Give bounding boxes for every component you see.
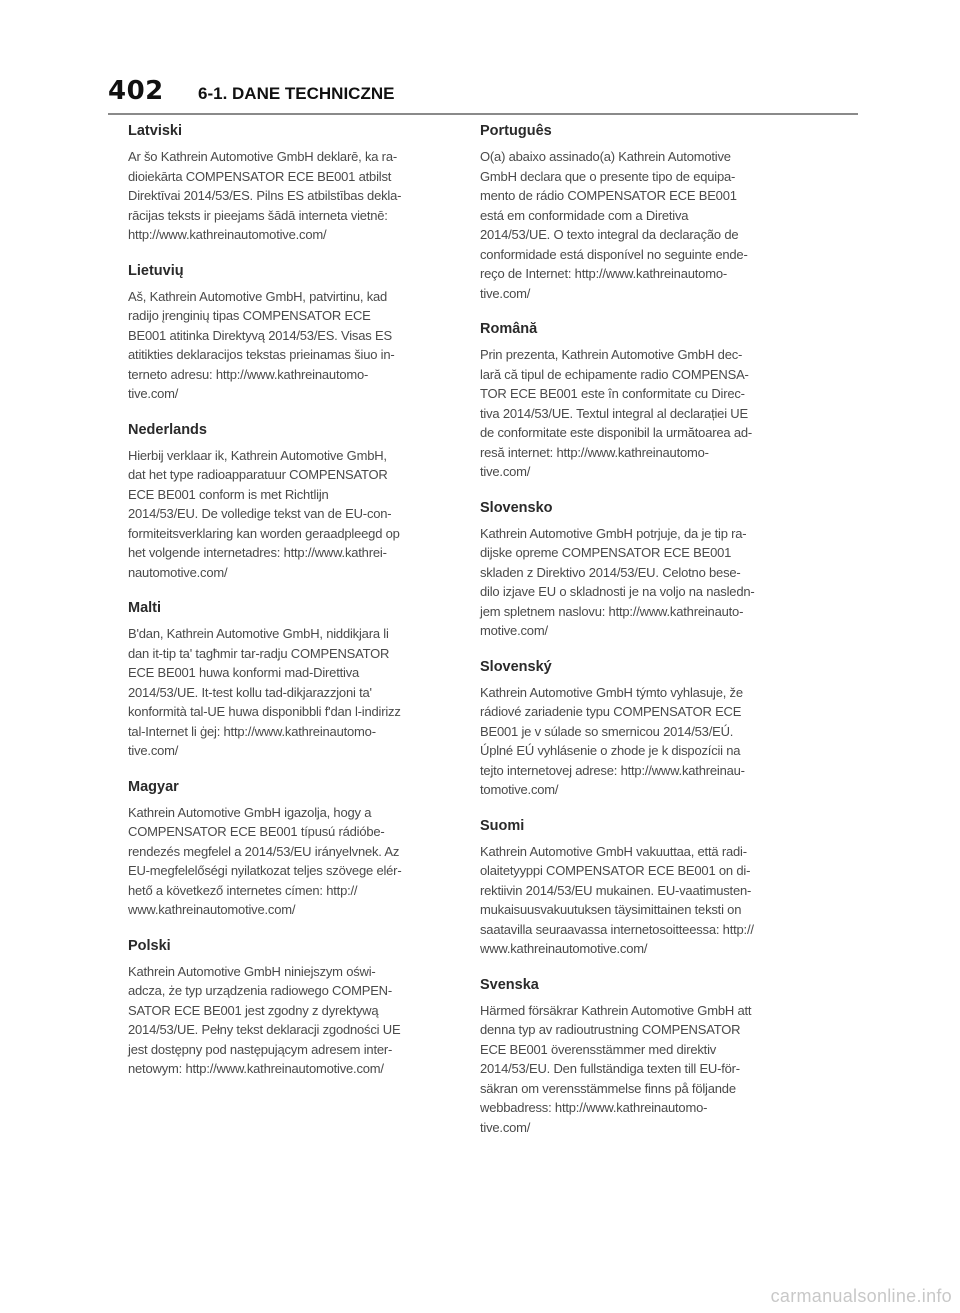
language-heading: Română [480, 321, 538, 337]
text-line: mukaisuusvakuutuksen täysimittainen teksti on [480, 902, 742, 917]
language-section [128, 778, 464, 920]
text-line: 2014/53/UE. It-test kollu tad-dikjarazzjoni ta' [128, 684, 372, 700]
page-number: 402 [108, 76, 164, 106]
declaration-text [480, 1001, 820, 1138]
watermark-text: carmanualsonline.info [770, 1286, 952, 1306]
text-line: O(a) abaixo assinado(a) Kathrein Automotive [480, 149, 731, 164]
language-section [128, 937, 464, 1079]
page-header [0, 0, 960, 115]
text-line: BE001 atitinka Direktyvą 2014/53/ES. Visas ES [128, 327, 392, 343]
language-heading: Polski [128, 937, 171, 954]
language-heading: Lietuvių [128, 262, 184, 279]
text-line: 2014/53/UE. O texto integral da declaração de [480, 227, 739, 242]
text-line: está em conformidade com a Diretiva [480, 207, 689, 223]
language-section [128, 122, 464, 245]
text-line: resă internet: http://www.kathreinautomo- [480, 444, 709, 460]
text-line: tejto internetovej adrese: http://www.kathreinau- [480, 762, 745, 778]
right-column [480, 122, 820, 1154]
text-line: Úplné EÚ vyhlásenie o zhode je k dispozícii na [480, 743, 741, 758]
text-line: dan it-tip ta' tagħmir tar-radju COMPENSATOR [128, 645, 390, 661]
text-line: Kathrein Automotive GmbH týmto vyhlasuje, že [480, 684, 743, 700]
text-line: GmbH declara que o presente tipo de equipa- [480, 168, 736, 184]
text-line: Direktīvai 2014/53/ES. Pilns ES atbilstības dekla- [128, 188, 402, 203]
language-section [480, 976, 820, 1138]
text-line: Kathrein Automotive GmbH potrjuje, da je tip ra- [480, 525, 747, 541]
text-line: reço de Internet: http://www.kathreinautomo- [480, 266, 727, 281]
text-line: TOR ECE BE001 este în conformitate cu Direc- [480, 386, 745, 401]
text-line: säkran om verensstämmelse finns på följande [480, 1080, 736, 1096]
text-line: ECE BE001 huwa konformi mad-Direttiva [128, 665, 360, 680]
text-line: mento de rádio COMPENSATOR ECE BE001 [480, 188, 737, 203]
text-line: nautomotive.com/ [128, 564, 228, 580]
text-line: tive.com/ [128, 386, 179, 401]
text-line: COMPENSATOR ECE BE001 típusú rádióbe- [128, 824, 385, 839]
text-line: het volgende internetadres: http://www.kathrei- [128, 545, 387, 560]
text-line: adcza, że typ urządzenia radiowego COMPEN- [128, 983, 393, 998]
text-line: BE001 je v súlade so smernicou 2014/53/EÚ. [480, 723, 734, 739]
declaration-text [480, 147, 820, 303]
text-line: denna typ av radioutrustning COMPENSATOR [480, 1022, 741, 1037]
text-line: de conformitate este disponibil la următoarea ad- [480, 425, 753, 440]
text-line: 2014/53/EU. De volledige tekst van de EU-con- [128, 506, 392, 521]
text-line: Hierbij verklaar ik, Kathrein Automotive GmbH, [128, 447, 387, 463]
text-line: tal-Internet li ġej: http://www.kathreinautomo- [128, 723, 376, 739]
text-line: webbadress: http://www.kathreinautomo- [480, 1100, 708, 1115]
text-line: Kathrein Automotive GmbH igazolja, hogy a [128, 804, 372, 820]
text-line: tive.com/ [480, 1119, 531, 1135]
text-line: http://www.kathreinautomotive.com/ [128, 227, 327, 242]
language-heading: Slovenský [480, 658, 552, 675]
text-line: saatavilla seuraavassa internetosoitteessa: http:// [480, 921, 754, 937]
text-line: hető a következő internetes címen: http:// [128, 882, 358, 898]
declaration-text [480, 345, 820, 482]
text-line: olaitetyyppi COMPENSATOR ECE BE001 on di- [480, 863, 751, 878]
language-heading: Nederlands [128, 421, 207, 438]
text-line: tive.com/ [128, 743, 179, 758]
text-line: ECE BE001 conform is met Richtlijn [128, 486, 329, 502]
text-line: tomotive.com/ [480, 782, 559, 797]
text-line: tiva 2014/53/UE. Textul integral al declarației UE [480, 405, 748, 421]
text-line: formiteitsverklaring kan worden geraadpleegd op [128, 525, 400, 541]
text-line: conformidade está disponível no seguinte ende- [480, 246, 748, 262]
language-section [128, 599, 464, 761]
text-line: www.kathreinautomotive.com/ [480, 941, 648, 956]
text-line: dioiekārta COMPENSATOR ECE BE001 atbilst [128, 168, 392, 184]
text-line: rektiivin 2014/53/EU mukainen. EU-vaatimusten- [480, 882, 752, 898]
section-title: 6-1. DANE TECHNICZNE [198, 84, 395, 103]
text-line: radijo įrenginių tipas COMPENSATOR ECE [128, 308, 371, 323]
text-line: dat het type radioapparatuur COMPENSATOR [128, 467, 388, 482]
text-line: netowym: http://www.kathreinautomotive.com/ [128, 1061, 384, 1076]
language-section [128, 262, 464, 404]
text-line: rendezés megfelel a 2014/53/EU irányelvnek. Az [128, 843, 400, 859]
language-heading: Malti [128, 600, 162, 616]
declaration-text [128, 624, 464, 761]
language-heading: Slovensko [480, 499, 553, 516]
language-section [480, 122, 820, 303]
text-line: Aš, Kathrein Automotive GmbH, patvirtinu, kad [128, 288, 388, 304]
language-heading: Suomi [480, 817, 525, 834]
declaration-text [128, 287, 464, 404]
text-line: lară că tipul de echipamente radio COMPENSA- [480, 366, 749, 382]
text-line: EU-megfelelőségi nyilatkozat teljes szövege elér- [128, 863, 402, 878]
declaration-text [128, 147, 464, 245]
declaration-text [128, 803, 464, 920]
text-line: dilo izjave EU o skladnosti je na voljo na nasledn- [480, 584, 755, 599]
language-section [480, 658, 820, 800]
declaration-text [480, 842, 820, 959]
language-section [480, 320, 820, 482]
text-line: ECE BE001 överensstämmer med direktiv [480, 1041, 717, 1057]
language-heading: Magyar [128, 778, 179, 795]
text-line: tive.com/ [480, 285, 531, 301]
language-heading: Português [480, 123, 552, 139]
declaration-text [480, 683, 820, 800]
language-heading: Latviski [128, 123, 182, 139]
text-line: dijske opreme COMPENSATOR ECE BE001 [480, 545, 732, 560]
text-line: www.kathreinautomotive.com/ [128, 902, 296, 917]
text-line: atitikties deklaracijos tekstas prieinamas šiuo in- [128, 347, 395, 362]
text-line: 2014/53/UE. Pełny tekst deklaracji zgodności UE [128, 1022, 401, 1037]
declaration-text [128, 962, 464, 1079]
left-column [128, 122, 464, 1096]
language-heading: Svenska [480, 976, 539, 993]
declaration-text [128, 446, 464, 583]
header-divider [108, 113, 858, 115]
text-line: jest dostępny pod następującym adresem inter- [128, 1041, 393, 1057]
text-line: Kathrein Automotive GmbH vakuuttaa, että radi- [480, 843, 747, 859]
declaration-text [480, 524, 820, 641]
text-line: konformità tal-UE huwa disponibbli f'dan l-indirizz [128, 704, 401, 719]
language-section [480, 499, 820, 641]
text-line: B'dan, Kathrein Automotive GmbH, niddikjara li [128, 626, 389, 641]
text-line: Härmed försäkrar Kathrein Automotive GmbH att [480, 1002, 752, 1018]
text-line: tive.com/ [480, 464, 531, 479]
text-line: 2014/53/EU. Den fullständiga texten till EU-för- [480, 1061, 740, 1076]
text-line: rācijas teksts ir pieejams šādā interneta vietnē: [128, 207, 388, 223]
text-line: motive.com/ [480, 623, 548, 638]
text-line: Kathrein Automotive GmbH niniejszym oświ- [128, 963, 376, 979]
language-section [480, 817, 820, 959]
text-line: SATOR ECE BE001 jest zgodny z dyrektywą [128, 1002, 379, 1018]
text-line: rádiové zariadenie typu COMPENSATOR ECE [480, 704, 742, 719]
text-line: terneto adresu: http://www.kathreinautomo- [128, 366, 369, 382]
text-line: Prin prezenta, Kathrein Automotive GmbH dec- [480, 347, 743, 362]
text-line: jem spletnem naslovu: http://www.kathreinauto- [480, 603, 744, 619]
text-line: skladen z Direktivo 2014/53/EU. Celotno bese- [480, 564, 741, 580]
language-section [128, 421, 464, 583]
text-line: Ar šo Kathrein Automotive GmbH deklarē, ka ra- [128, 149, 397, 164]
